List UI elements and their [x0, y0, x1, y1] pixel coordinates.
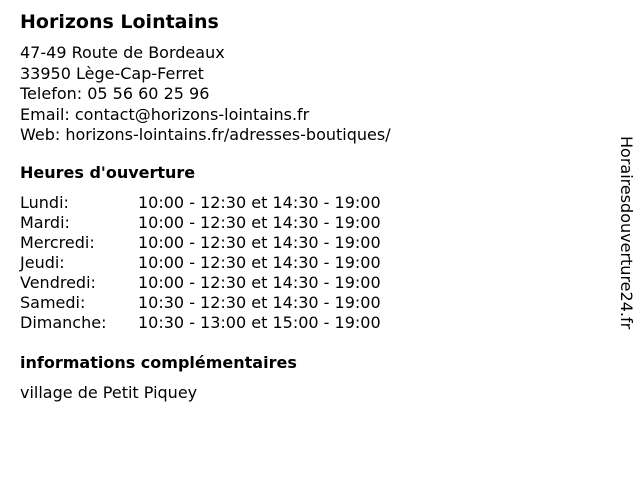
- side-brand-watermark: Horairesdouverture24.fr: [617, 136, 636, 330]
- website-address: Web: horizons-lointains.fr/adresses-boutiques/: [20, 125, 391, 144]
- day-label: Dimanche:: [20, 313, 107, 332]
- day-label: Lundi:: [20, 193, 69, 212]
- business-name: Horizons Lointains: [20, 11, 219, 33]
- time-range: 10:00 - 12:30 et 14:30 - 19:00: [138, 233, 381, 252]
- day-label: Mercredi:: [20, 233, 95, 252]
- time-range: 10:30 - 13:00 et 15:00 - 19:00: [138, 313, 381, 332]
- hours-row-monday: [20, 193, 440, 213]
- day-label: Samedi:: [20, 293, 86, 312]
- time-range: 10:00 - 12:30 et 14:30 - 19:00: [138, 273, 381, 292]
- time-range: 10:00 - 12:30 et 14:30 - 19:00: [138, 213, 381, 232]
- day-label: Vendredi:: [20, 273, 96, 292]
- additional-info-text: village de Petit Piquey: [20, 383, 198, 402]
- street-address: 47-49 Route de Bordeaux: [20, 43, 225, 62]
- additional-info-heading: informations complémentaires: [20, 353, 297, 372]
- city-address: 33950 Lège-Cap-Ferret: [20, 63, 204, 83]
- hours-row-saturday: [20, 293, 440, 313]
- hours-row-sunday: [20, 313, 440, 333]
- time-range: 10:00 - 12:30 et 14:30 - 19:00: [138, 253, 381, 272]
- opening-hours-heading: Heures d'ouverture: [20, 163, 196, 182]
- contact-block: [20, 43, 391, 146]
- hours-row-wednesday: [20, 233, 440, 253]
- time-range: 10:00 - 12:30 et 14:30 - 19:00: [138, 193, 381, 212]
- email-address: Email: contact@horizons-lointains.fr: [20, 104, 310, 124]
- day-label: Mardi:: [20, 213, 70, 232]
- phone-number: Telefon: 05 56 60 25 96: [20, 84, 210, 103]
- day-label: Jeudi:: [20, 253, 65, 272]
- hours-row-friday: [20, 273, 440, 293]
- hours-row-tuesday: [20, 213, 440, 233]
- hours-row-thursday: [20, 253, 440, 273]
- time-range: 10:30 - 12:30 et 14:30 - 19:00: [138, 293, 381, 312]
- opening-hours-table: [20, 193, 440, 333]
